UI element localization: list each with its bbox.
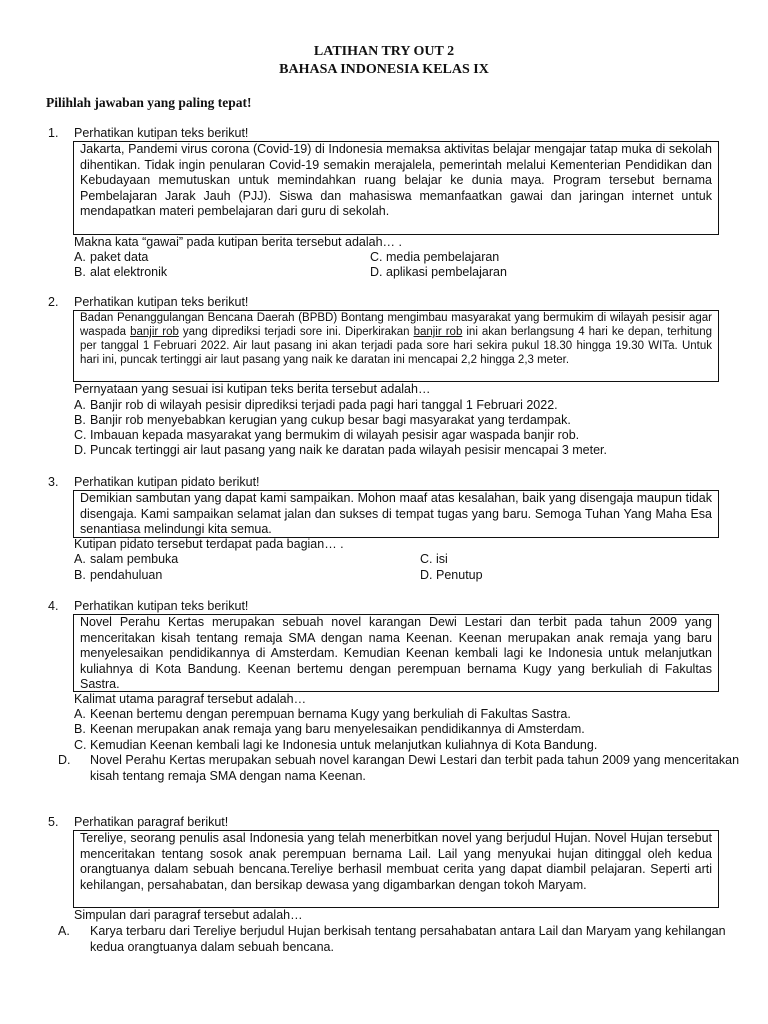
- option-c[interactable]: C. media pembelajaran: [370, 250, 500, 264]
- option-d[interactable]: D. aplikasi pembelajaran: [370, 265, 507, 279]
- question-prompt: Perhatikan paragraf berikut!: [74, 815, 229, 829]
- question-stem: Kalimat utama paragraf tersebut adalah…: [74, 692, 307, 706]
- passage-box: Demikian sambutan yang dapat kami sampaikan. Mohon maaf atas kesalahan, baik yang disengaja maupun tidak disengaja. Kami sampaikan selamat jalan dan sukses di tempat tugas yang baru. Semoga Tuhan Yang Maha Esa senantiasa melindungi kita semua.: [73, 490, 719, 538]
- option-a[interactable]: A. paket data: [74, 250, 149, 264]
- option-d[interactable]: D. Penutup: [420, 568, 483, 582]
- option-d[interactable]: D. Novel Perahu Kertas merupakan sebuah novel karangan Dewi Lestari dan terbit pada tahun 2009 yang menceritakan kisah tentang remaja SMA dengan nama Keenan.: [58, 753, 740, 783]
- option-d[interactable]: D. Puncak tertinggi air laut pasang yang naik ke daratan pada wilayah pesisir mencapai 3 meter.: [74, 443, 607, 457]
- passage-box: Badan Penanggulangan Bencana Daerah (BPBD) Bontang mengimbau masyarakat yang bermukim di wilayah pesisir agar waspada banjir rob yang diprediksi terjadi sore ini. Diperkirakan banjir rob ini akan berlangsung 4 hari ke depan, terhitung per tanggal 1 Februari 2022. Air laut pasang ini akan terjadi pada sore hari sekira pukul 18.30 hingga 19.30 WITa. Untuk hari ini, puncak tertinggi air laut pasang yang naik ke daratan ini mencapai 2,2 hingga 2,3 meter.: [73, 310, 719, 382]
- option-a[interactable]: A. Karya terbaru dari Tereliye berjudul Hujan berkisah tentang persahabatan antara Lail dan Maryam yang kehilangan kedua orangtuanya dalam sebuah bencana.: [58, 924, 726, 954]
- option-a[interactable]: A. salam pembuka: [74, 552, 179, 566]
- instruction: Pilihlah jawaban yang paling tepat!: [46, 95, 252, 110]
- option-c[interactable]: C. Imbauan kepada masyarakat yang bermukim di wilayah pesisir agar waspada banjir rob.: [74, 428, 580, 442]
- question-stem: Simpulan dari paragraf tersebut adalah…: [74, 908, 303, 922]
- option-b[interactable]: B. Banjir rob menyebabkan kerugian yang cukup besar bagi masyarakat yang terdampak.: [74, 413, 571, 427]
- passage-box: Jakarta, Pandemi virus corona (Covid-19) di Indonesia memaksa aktivitas belajar mengajar tatap muka di sekolah dihentikan. Tidak ingin penularan Covid-19 semakin merajalela, pemerintah melalui Kementerian Pendidikan dan Kebudayaan memutuskan untuk memindahkan ruang belajar ke dunia maya. Program tersebut bernama Pembelajaran Jarak Jauh (PJJ). Siswa dan mahasiswa memanfaatkan gawai dan jaringan internet untuk mendapatkan materi pembelajaran dari guru di sekolah.: [73, 141, 719, 235]
- exam-title: LATIHAN TRY OUT 2: [313, 44, 455, 59]
- option-a[interactable]: A. Keenan bertemu dengan perempuan bernama Kugy yang berkuliah di Fakultas Sastra.: [74, 707, 571, 721]
- underlined-term: banjir rob: [413, 326, 463, 338]
- passage-box: Novel Perahu Kertas merupakan sebuah novel karangan Dewi Lestari dan terbit pada tahun 2009 yang menceritakan kisah tentang remaja SMA dengan nama Keenan. Keenan merupakan anak remaja yang baru menyelesaikan pendidikannya di Amsterdam. Kemudian Keenan kembali lagi ke Indonesia untuk melanjutkan kuliahnya di Kota Bandung. Keenan bertemu dengan perempuan bernama Kugy yang berkuliah di Fakultas Sastra.: [73, 614, 719, 692]
- question-number: 2.: [48, 295, 59, 309]
- question-prompt: Perhatikan kutipan teks berikut!: [74, 126, 249, 140]
- option-a[interactable]: A. Banjir rob di wilayah pesisir diprediksi terjadi pada pagi hari tanggal 1 Februari 2022.: [74, 398, 558, 412]
- question-number: 1.: [48, 126, 59, 140]
- question-stem: Kutipan pidato tersebut terdapat pada bagian… .: [74, 537, 344, 551]
- option-b[interactable]: B. Keenan merupakan anak remaja yang baru menyelesaikan pendidikannya di Amsterdam.: [74, 722, 585, 736]
- passage-box: Tereliye, seorang penulis asal Indonesia yang telah menerbitkan novel yang berjudul Hujan. Novel Hujan tersebut menceritakan tentang sosok anak perempuan bernama Lail. Lail yang menyukai hujan ditinggal oleh kedua orangtuanya dalam sebuah bencana.Tereliye berhasil membuat cerita yang dapat diambil pelajaran. Seperti arti kehilangan, persahabatan, dan bersikap dewasa yang digambarkan dengan tokoh Maryam.: [73, 830, 719, 908]
- question-number: 3.: [48, 475, 59, 489]
- question-stem: Makna kata “gawai” pada kutipan berita tersebut adalah… .: [74, 235, 402, 249]
- exam-subtitle: BAHASA INDONESIA KELAS IX: [279, 62, 489, 77]
- question-stem: Pernyataan yang sesuai isi kutipan teks berita tersebut adalah…: [74, 382, 431, 396]
- question-prompt: Perhatikan kutipan teks berikut!: [74, 295, 249, 309]
- question-number: 4.: [48, 599, 59, 613]
- option-c[interactable]: C. Kemudian Keenan kembali lagi ke Indonesia untuk melanjutkan kuliahnya di Kota Bandung.: [74, 738, 598, 752]
- question-number: 5.: [48, 815, 59, 829]
- option-b[interactable]: B. alat elektronik: [74, 265, 168, 279]
- underlined-term: banjir rob: [130, 326, 179, 338]
- question-prompt: Perhatikan kutipan pidato berikut!: [74, 475, 260, 489]
- option-c[interactable]: C. isi: [420, 552, 448, 566]
- question-prompt: Perhatikan kutipan teks berikut!: [74, 599, 249, 613]
- option-b[interactable]: B. pendahuluan: [74, 568, 163, 582]
